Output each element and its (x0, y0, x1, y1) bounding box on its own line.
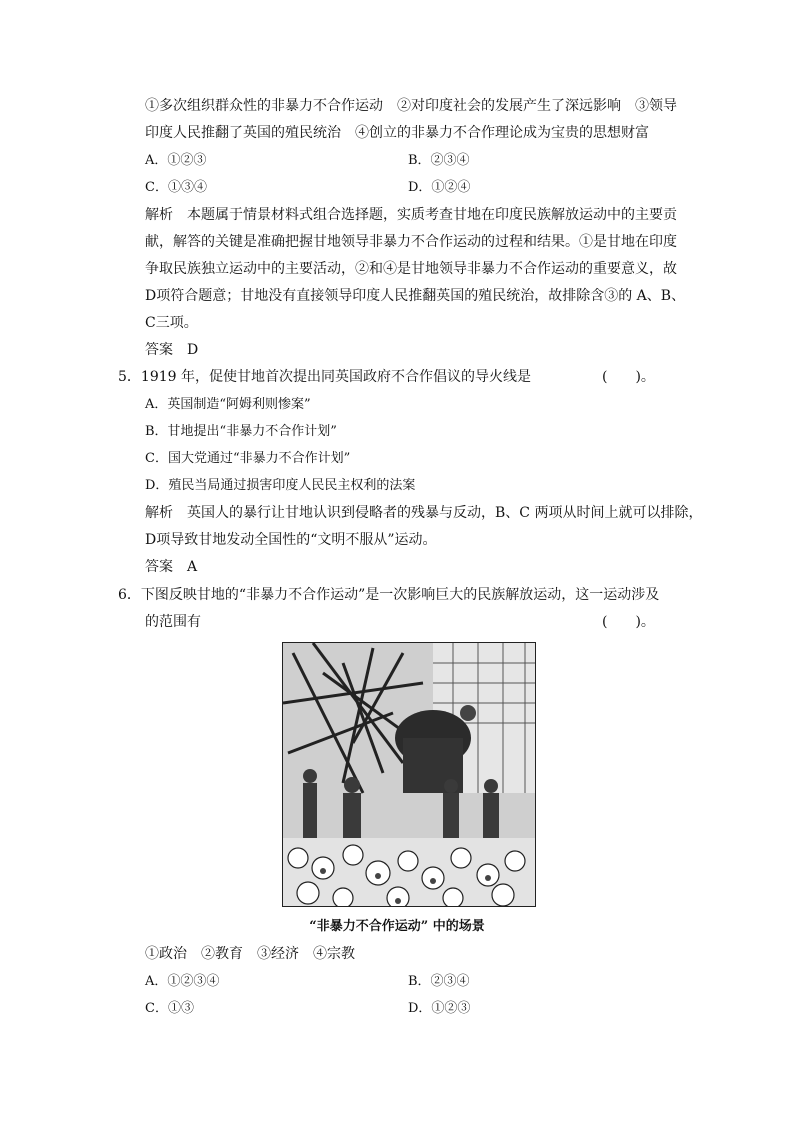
q4-analysis-line-4: D项符合题意；甘地没有直接领导印度人民推翻英国的殖民统治，故排除含③的 A、B、 (145, 288, 686, 304)
q4-analysis-line-5: C三项。 (145, 315, 198, 331)
q4-stem-line-1: ①多次组织群众性的非暴力不合作运动 ②对印度社会的发展产生了深远影响 ③领导 (145, 98, 677, 114)
q4-option-d: D．①②④ (408, 180, 471, 195)
q5-stem: 5．1919 年，促使甘地首次提出同英国政府不合作倡议的导火线是 (118, 369, 531, 385)
non-cooperation-movement-illustration (282, 642, 536, 907)
q6-option-d: D．①②③ (408, 1001, 471, 1016)
figure-caption: “非暴力不合作运动” 中的场景 (309, 919, 485, 934)
q5-analysis-line-2: D项导致甘地发动全国性的“文明不服从”运动。 (145, 532, 437, 548)
q5-option-c: C．国大党通过“非暴力不合作计划” (145, 451, 351, 466)
q6-option-a: A．①②③④ (145, 974, 220, 989)
q5-option-b: B．甘地提出“非暴力不合作计划” (145, 424, 337, 439)
q5-answer-bracket: ( )。 (602, 369, 655, 385)
q5-analysis-line-1: 解析 英国人的暴行让甘地认识到侵略者的残暴与反动，B、C 两项从时间上就可以排除， (145, 505, 703, 521)
q6-items: ①政治 ②教育 ③经济 ④宗教 (145, 946, 355, 962)
q4-stem-line-2: 印度人民推翻了英国的殖民统治 ④创立的非暴力不合作理论成为宝贵的思想财富 (145, 125, 649, 141)
q6-answer-bracket: ( )。 (602, 614, 655, 630)
q6-option-c: C．①③ (145, 1001, 194, 1016)
q4-option-a: A．①②③ (145, 153, 207, 168)
q4-analysis-line-2: 献，解答的关键是准确把握甘地领导非暴力不合作运动的过程和结果。①是甘地在印度 (145, 234, 677, 250)
q4-analysis-line-1: 解析 本题属于情景材料式组合选择题，实质考查甘地在印度民族解放运动中的主要贡 (145, 207, 677, 223)
q4-analysis-line-3: 争取民族独立运动中的主要活动，②和④是甘地领导非暴力不合作运动的重要意义，故 (145, 261, 677, 277)
q6-stem-line-1: 6．下图反映甘地的“非暴力不合作运动”是一次影响巨大的民族解放运动，这一运动涉及 (118, 587, 660, 603)
q5-option-a: A．英国制造“阿姆利则惨案” (145, 397, 311, 412)
q6-option-b: B．②③④ (408, 974, 470, 989)
q4-option-b: B．②③④ (408, 153, 470, 168)
q6-stem-line-2: 的范围有 (145, 614, 201, 630)
q4-answer: 答案 D (145, 342, 199, 358)
q5-answer: 答案 A (145, 559, 198, 575)
q5-option-d: D．殖民当局通过损害印度人民民主权利的法案 (145, 478, 416, 493)
q4-option-c: C．①③④ (145, 180, 207, 195)
